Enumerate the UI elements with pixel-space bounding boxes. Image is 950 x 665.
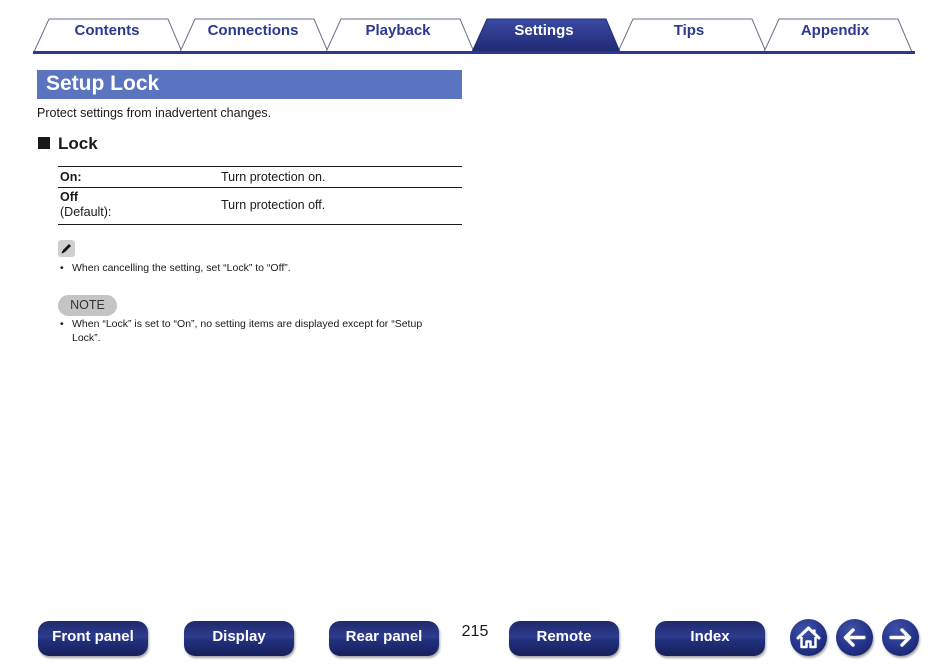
display-button[interactable] xyxy=(184,621,294,656)
tab-connections[interactable]: Connections xyxy=(207,22,299,39)
table-value: Turn protection on. xyxy=(221,170,326,184)
note-text-line2: Lock”. xyxy=(72,331,101,344)
bullet-dot-icon: • xyxy=(60,318,64,330)
tab-tips[interactable]: Tips xyxy=(673,22,705,39)
front-panel-label: Front panel xyxy=(52,628,134,645)
index-button[interactable] xyxy=(655,621,765,656)
bullet-dot-icon: • xyxy=(60,262,64,274)
table-key-group xyxy=(60,190,111,220)
page-title: Setup Lock xyxy=(46,72,160,95)
table-key: Off xyxy=(60,190,79,204)
note-badge: NOTE xyxy=(58,295,117,316)
tab-settings[interactable]: Settings xyxy=(514,22,574,39)
page-title-bar xyxy=(37,70,462,99)
back-button[interactable] xyxy=(836,619,873,656)
table-row xyxy=(58,187,462,225)
table-key-sub: (Default): xyxy=(60,205,112,219)
table-value: Turn protection off. xyxy=(221,198,326,212)
forward-button[interactable] xyxy=(882,619,919,656)
rear-panel-button[interactable] xyxy=(329,621,439,656)
index-label: Index xyxy=(690,628,730,645)
front-panel-button[interactable] xyxy=(38,621,148,656)
remote-button[interactable] xyxy=(509,621,619,656)
tab-contents[interactable]: Contents xyxy=(74,22,140,39)
square-bullet-icon xyxy=(38,137,50,149)
note-text xyxy=(72,318,462,345)
forward-arrow-icon xyxy=(882,619,919,656)
section-title: Lock xyxy=(58,134,98,153)
table-key: On: xyxy=(60,170,82,184)
home-icon xyxy=(790,619,827,656)
display-label: Display xyxy=(212,628,266,645)
intro-text: Protect settings from inadvertent changes. xyxy=(37,106,272,120)
note-text-line1: When “Lock” is set to “On”, no setting items are displayed except for “Setup xyxy=(72,318,423,330)
page-number: 215 xyxy=(461,623,489,640)
tab-bar xyxy=(0,0,950,56)
settings-table xyxy=(58,166,462,225)
tab-appendix[interactable]: Appendix xyxy=(800,22,870,39)
back-arrow-icon xyxy=(836,619,873,656)
pencil-icon xyxy=(58,240,75,257)
tab-playback[interactable]: Playback xyxy=(365,22,431,39)
home-button[interactable] xyxy=(790,619,827,656)
table-row xyxy=(58,166,462,187)
note-bullet xyxy=(60,318,460,346)
tip-text: When cancelling the setting, set “Lock” to “Off”. xyxy=(72,262,291,274)
rear-panel-label: Rear panel xyxy=(345,628,423,645)
remote-label: Remote xyxy=(536,628,592,645)
